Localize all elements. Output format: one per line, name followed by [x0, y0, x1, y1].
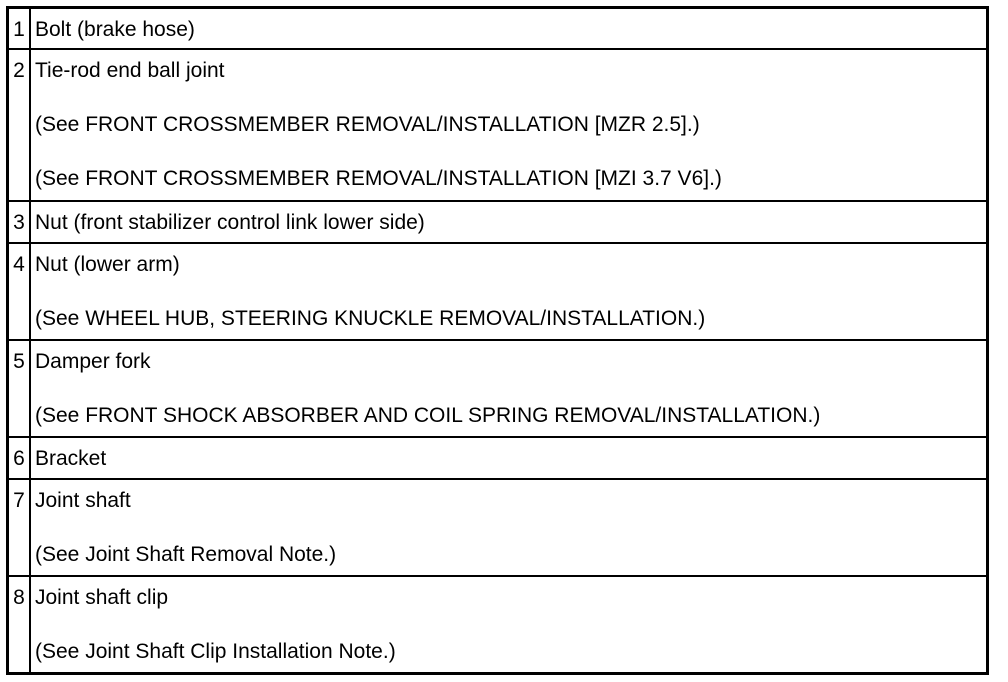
item-cell: [30, 201, 988, 243]
reference-note: (See FRONT CROSSMEMBER REMOVAL/INSTALLATION [MZI 3.7 V6].): [35, 166, 722, 190]
item-number: 2: [8, 49, 31, 201]
item-number: 8: [8, 576, 31, 674]
item-label: Tie-rod end ball joint: [35, 58, 225, 82]
item-label: Joint shaft clip: [35, 585, 169, 609]
reference-note: (See FRONT CROSSMEMBER REMOVAL/INSTALLATION [MZR 2.5].): [35, 112, 700, 136]
table-row: [8, 49, 988, 201]
item-label: Nut (front stabilizer control link lower side): [35, 210, 425, 234]
item-number: 4: [8, 243, 31, 340]
item-label: Bolt (brake hose): [35, 18, 195, 41]
table-row: [8, 576, 988, 674]
item-label: Nut (lower arm): [35, 252, 180, 276]
item-cell: [30, 576, 988, 674]
item-cell: [30, 8, 988, 49]
item-cell: [30, 49, 988, 201]
item-cell: [30, 340, 988, 437]
table-row: [8, 340, 988, 437]
item-label: Joint shaft: [35, 488, 131, 512]
reference-note: (See Joint Shaft Clip Installation Note.): [35, 639, 396, 663]
item-number: 3: [8, 201, 31, 243]
procedure-table: [6, 6, 989, 675]
item-number: 1: [8, 8, 31, 49]
item-number: 6: [8, 437, 31, 479]
reference-note: (See FRONT SHOCK ABSORBER AND COIL SPRING REMOVAL/INSTALLATION.): [35, 403, 821, 427]
reference-note: (See WHEEL HUB, STEERING KNUCKLE REMOVAL/INSTALLATION.): [35, 306, 706, 330]
table-row: [8, 437, 988, 479]
item-cell: [30, 479, 988, 576]
item-cell: [30, 437, 988, 479]
item-number: 7: [8, 479, 31, 576]
table-row: [8, 8, 988, 49]
item-label: Bracket: [35, 446, 107, 470]
item-number: 5: [8, 340, 31, 437]
table-row: [8, 201, 988, 243]
item-label: Damper fork: [35, 349, 151, 373]
item-cell: [30, 243, 988, 340]
table-row: [8, 479, 988, 576]
table-row: [8, 243, 988, 340]
reference-note: (See Joint Shaft Removal Note.): [35, 542, 337, 566]
